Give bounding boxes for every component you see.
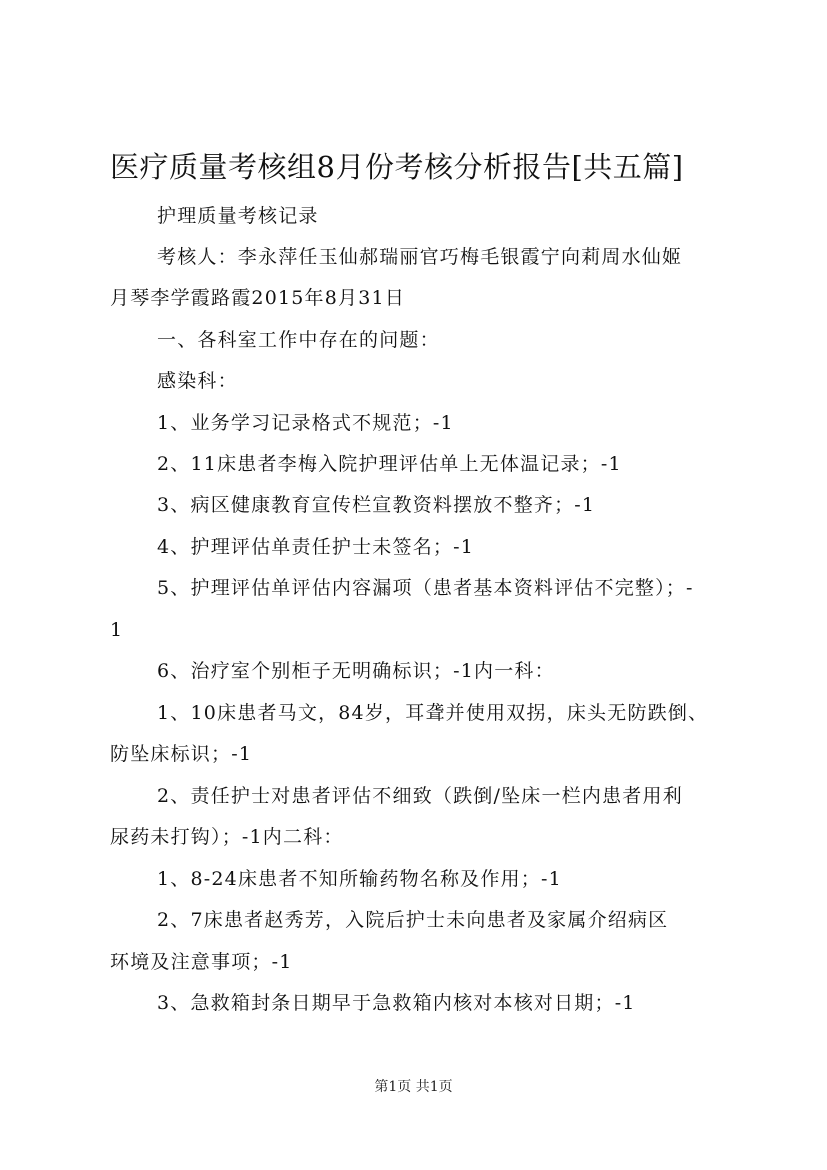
list-item: 4、护理评估单责任护士未签名；-1 xyxy=(157,536,474,558)
paragraph-line: 感染科： xyxy=(157,370,238,392)
page-footer: 第1页 共1页 xyxy=(374,1079,453,1095)
list-item-continuation: 尿药未打钩）；-1内二科： xyxy=(110,826,344,848)
paragraph-line: 一、各科室工作中存在的问题： xyxy=(157,329,440,351)
list-item-continuation: 1 xyxy=(110,619,124,641)
section-heading: 护理质量考核记录 xyxy=(157,205,319,227)
list-item: 2、11床患者李梅入院护理评估单上无体温记录；-1 xyxy=(157,453,622,475)
paragraph-line: 月琴李学霞路霞2015年8月31日 xyxy=(110,287,406,309)
list-item: 1、8-24床患者不知所输药物名称及作用；-1 xyxy=(157,868,562,890)
list-item: 3、病区健康教育宣传栏宣教资料摆放不整齐；-1 xyxy=(157,494,596,516)
list-item: 3、急救箱封条日期早于急救箱内核对本核对日期；-1 xyxy=(157,992,636,1014)
list-item: 5、护理评估单评估内容漏项（患者基本资料评估不完整）；- xyxy=(157,577,694,599)
list-item: 1、业务学习记录格式不规范；-1 xyxy=(157,412,454,434)
list-item: 2、7床患者赵秀芳，入院后护士未向患者及家属介绍病区 xyxy=(157,909,669,931)
document-title: 医疗质量考核组8月份考核分析报告[共五篇] xyxy=(110,150,684,184)
list-item: 2、责任护士对患者评估不细致（跌倒/坠床一栏内患者用利 xyxy=(157,785,683,807)
list-item: 6、治疗室个别柜子无明确标识；-1内一科： xyxy=(157,660,555,682)
paragraph-line: 考核人：李永萍任玉仙郝瑞丽官巧梅毛银霞宁向莉周水仙姬 xyxy=(157,246,683,268)
list-item-continuation: 防坠床标识；-1 xyxy=(110,743,253,765)
list-item: 1、10床患者马文，84岁，耳聋并使用双拐，床头无防跌倒、 xyxy=(157,702,709,724)
list-item-continuation: 环境及注意事项；-1 xyxy=(110,951,293,973)
